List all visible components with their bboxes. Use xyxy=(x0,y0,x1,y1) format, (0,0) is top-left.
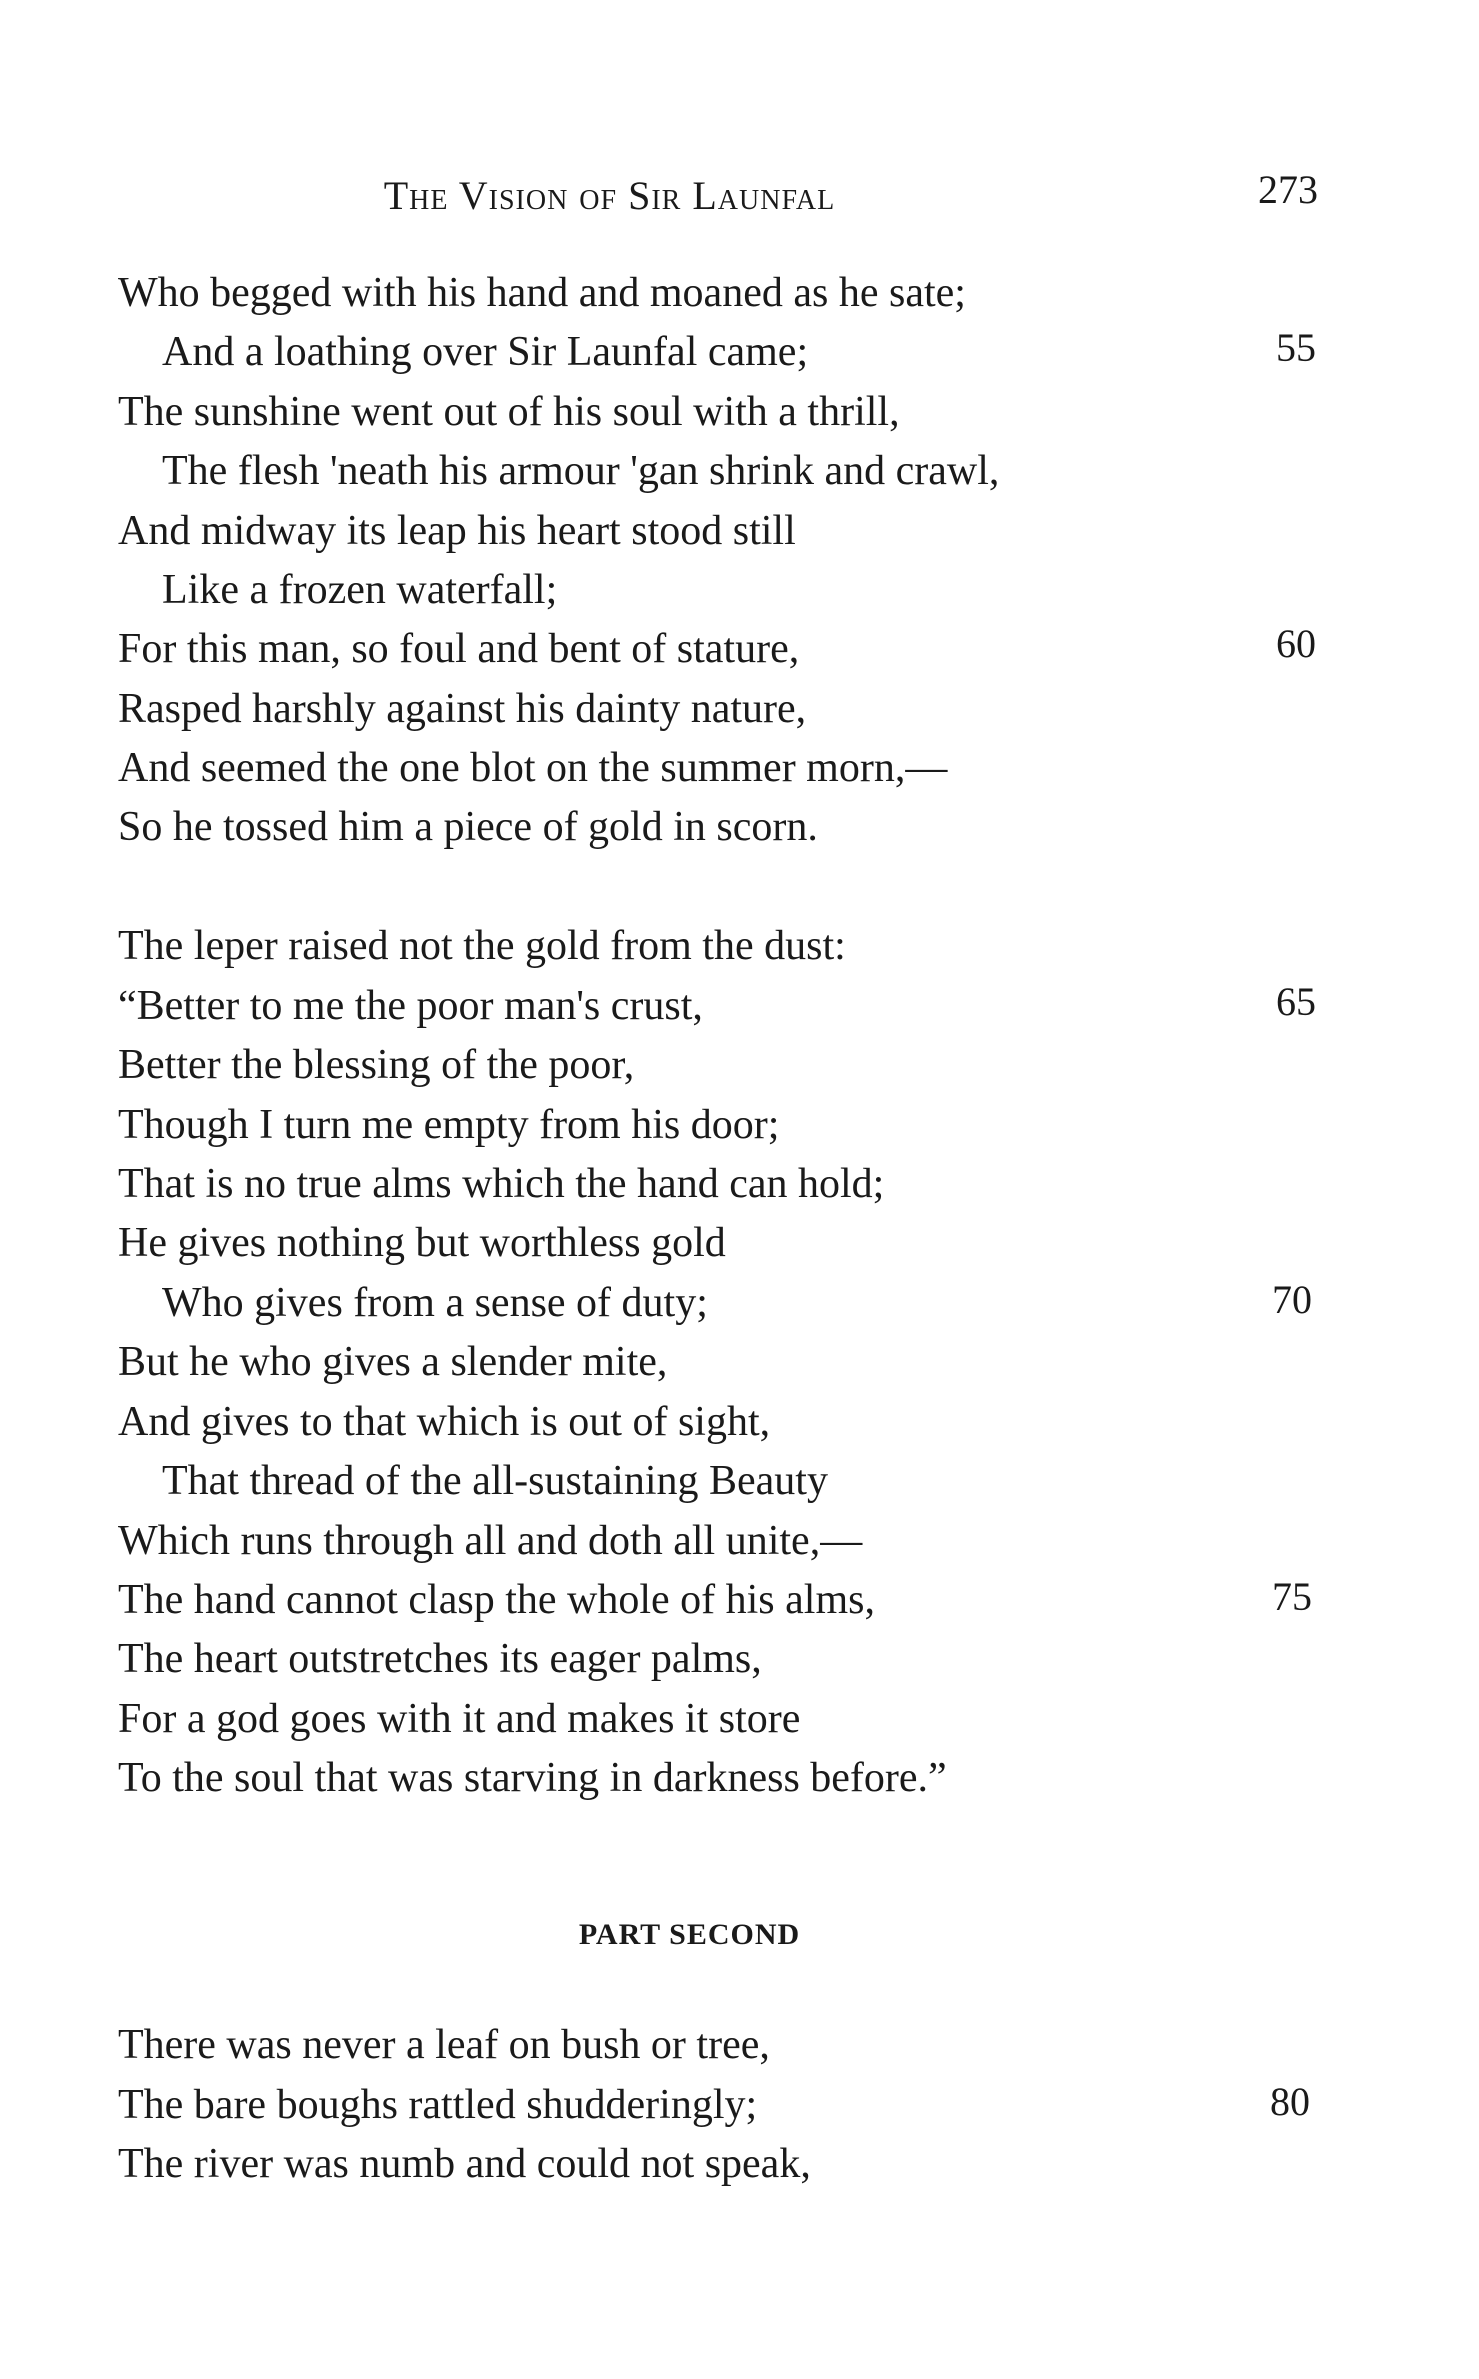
poem-line: To the soul that was starving in darkness before.” xyxy=(118,1755,947,1801)
poem-line: The leper raised not the gold from the dust: xyxy=(118,923,846,969)
poem-line: “Better to me the poor man's crust, xyxy=(118,983,703,1029)
section-heading: PART SECOND xyxy=(578,1918,801,1951)
page-number: 273 xyxy=(1258,167,1318,212)
line-number: 65 xyxy=(1276,979,1316,1024)
line-number: 55 xyxy=(1276,325,1316,370)
poem-line: Like a frozen waterfall; xyxy=(162,567,558,613)
poem-line: Which runs through all and doth all unite,— xyxy=(118,1518,863,1564)
poem-line: The hand cannot clasp the whole of his alms, xyxy=(118,1577,875,1623)
poem-line: That is no true alms which the hand can hold; xyxy=(118,1161,885,1207)
poem-line: He gives nothing but worthless gold xyxy=(118,1220,726,1266)
poem-line: That thread of the all-sustaining Beauty xyxy=(162,1458,828,1504)
poem-line: But he who gives a slender mite, xyxy=(118,1339,668,1385)
poem-line: For a god goes with it and makes it store xyxy=(118,1696,801,1742)
poem-line: The bare boughs rattled shudderingly; xyxy=(118,2082,758,2128)
poem-line: The river was numb and could not speak, xyxy=(118,2141,811,2187)
line-number: 70 xyxy=(1272,1277,1312,1322)
poem-line: Though I turn me empty from his door; xyxy=(118,1102,780,1148)
poem-line: Who begged with his hand and moaned as he sate; xyxy=(118,270,966,316)
poem-line: And gives to that which is out of sight, xyxy=(118,1399,771,1445)
poem-line: So he tossed him a piece of gold in scorn. xyxy=(118,804,818,850)
poem-line: The sunshine went out of his soul with a thrill, xyxy=(118,389,900,435)
poem-line: The flesh 'neath his armour 'gan shrink and crawl, xyxy=(162,448,1000,494)
poem-line: The heart outstretches its eager palms, xyxy=(118,1636,762,1682)
poem-line: For this man, so foul and bent of stature, xyxy=(118,626,800,672)
poem-line: And a loathing over Sir Launfal came; xyxy=(162,329,809,375)
running-header-title: The Vision of Sir Launfal xyxy=(383,173,836,218)
poem-line: And seemed the one blot on the summer morn,— xyxy=(118,745,948,791)
poem-line: Better the blessing of the poor, xyxy=(118,1042,635,1088)
poem-line: There was never a leaf on bush or tree, xyxy=(118,2022,770,2068)
poem-line: Rasped harshly against his dainty nature, xyxy=(118,686,807,732)
line-number: 60 xyxy=(1276,621,1316,666)
line-number: 75 xyxy=(1272,1574,1312,1619)
poem-line: Who gives from a sense of duty; xyxy=(162,1280,708,1326)
poem-line: And midway its leap his heart stood still xyxy=(118,508,796,554)
line-number: 80 xyxy=(1270,2079,1310,2124)
